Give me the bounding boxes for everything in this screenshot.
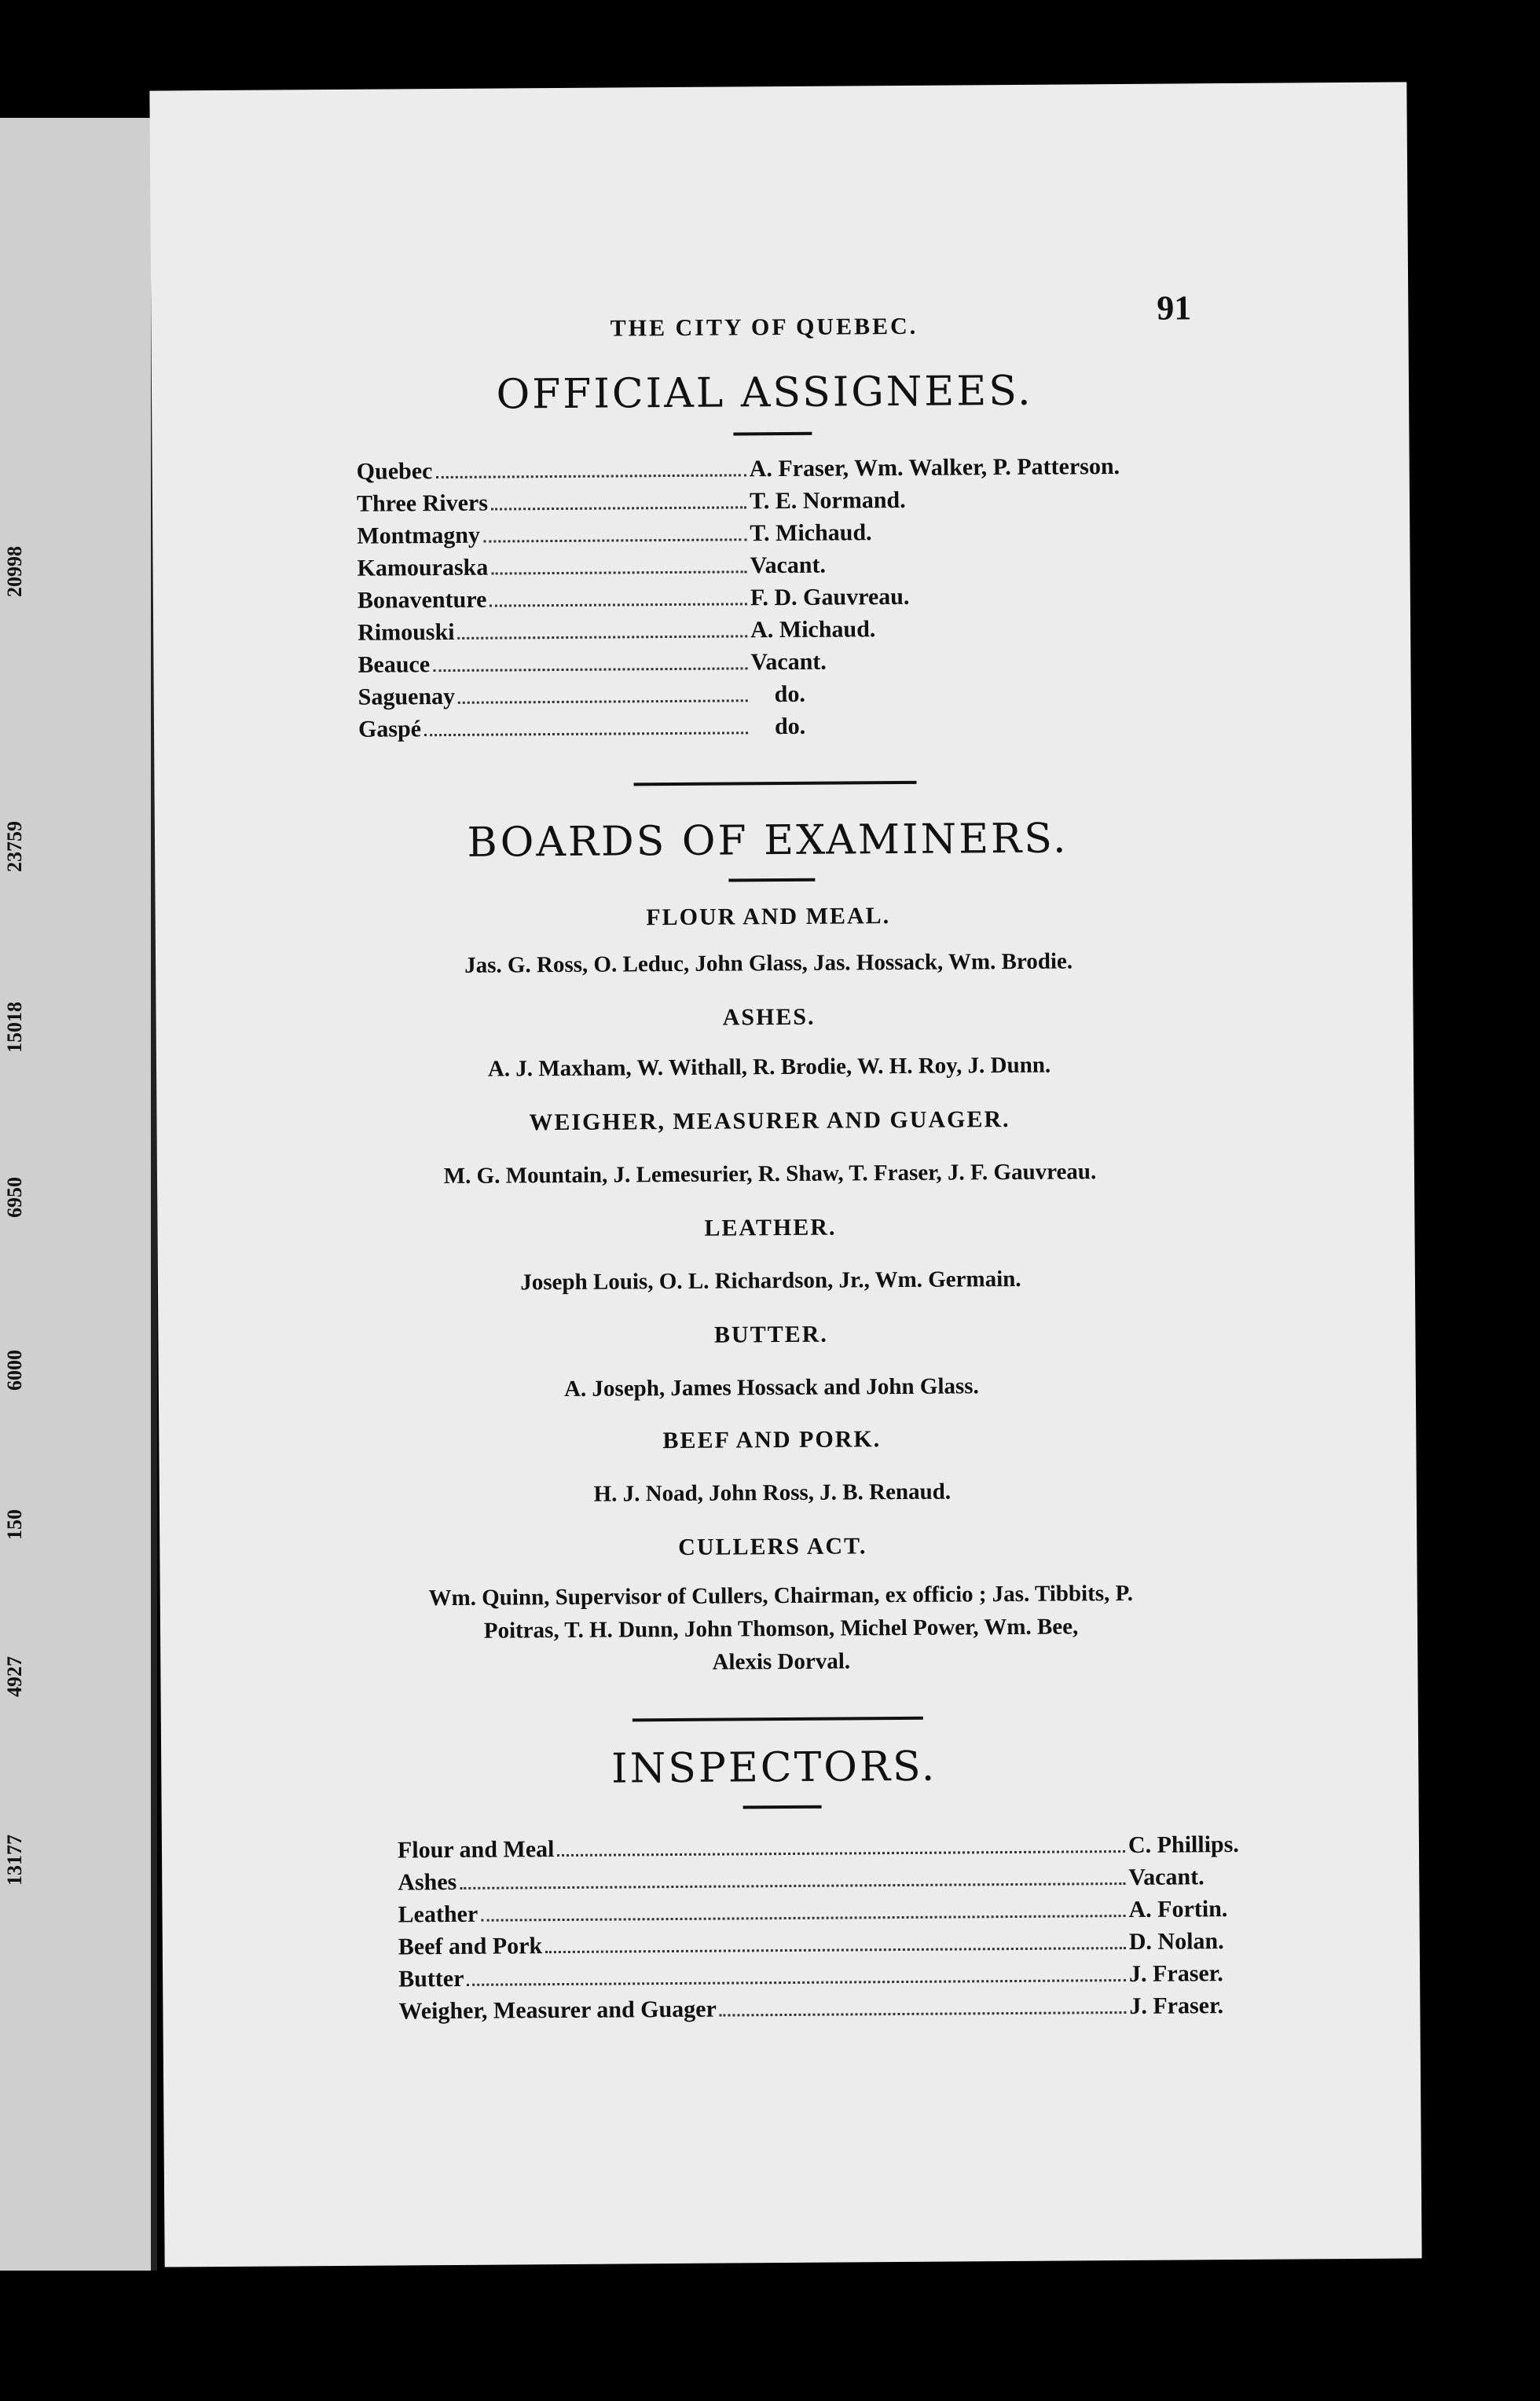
inspector-value: C. Phillips.	[1128, 1831, 1239, 1858]
assignee-value: do.	[774, 680, 806, 708]
board-members-ashes: A. J. Maxham, W. Withall, R. Brodie, W. H. Roy, J. Dunn.	[487, 1052, 1051, 1082]
inspector-value: J. Fraser.	[1129, 1992, 1224, 2019]
district-label: Bonaventure	[357, 586, 487, 614]
title-rule	[743, 1805, 822, 1809]
left-number: 23759	[3, 821, 26, 872]
district-label: Three Rivers	[356, 489, 489, 517]
board-heading-weigher: WEIGHER, MEASURER AND GUAGER.	[529, 1106, 1010, 1136]
leader-dots	[720, 1996, 1127, 2017]
district-label: Montmagny	[357, 522, 481, 549]
inspectors-title: INSPECTORS.	[610, 1743, 937, 1793]
district-label: Rimouski	[358, 618, 455, 646]
leader-dots	[467, 1963, 1126, 1986]
board-heading-beef-pork: BEEF AND PORK.	[662, 1426, 882, 1454]
inspection-label: Beef and Pork	[398, 1933, 543, 1960]
leader-dots	[458, 684, 748, 704]
board-heading-butter: BUTTER.	[713, 1321, 828, 1348]
inspector-value: A. Fortin.	[1128, 1896, 1228, 1923]
inspector-value: J. Fraser.	[1128, 1960, 1223, 1987]
left-number: 20998	[3, 546, 26, 597]
list-item	[358, 710, 1238, 749]
assignee-value: A. Michaud.	[750, 616, 876, 643]
section-divider	[632, 1717, 923, 1722]
left-page-edge	[0, 118, 157, 2271]
cullers-line: Wm. Quinn, Supervisor of Cullers, Chairman, ex officio ; Jas. Tibbits, P.	[428, 1580, 1134, 1611]
leader-dots	[424, 716, 748, 736]
leader-dots	[435, 458, 746, 478]
district-label: Gaspé	[358, 716, 422, 742]
board-members-cullers	[317, 1576, 1245, 1681]
inspectors-list	[398, 1831, 1263, 2031]
boards-of-examiners-title: BOARDS OF EXAMINERS.	[467, 815, 1069, 867]
left-number: 4927	[3, 1656, 26, 1697]
leader-dots	[491, 490, 746, 510]
assignee-value: T. E. Normand.	[749, 486, 906, 515]
inspection-label: Butter	[398, 1965, 464, 1992]
assignee-value: T. Michaud.	[750, 519, 872, 547]
cullers-line: Poitras, T. H. Dunn, John Thomson, Michel Power, Wm. Bee,	[483, 1614, 1079, 1644]
title-rule	[728, 878, 815, 882]
document-page	[149, 82, 1421, 2267]
left-number: 13177	[3, 1835, 26, 1886]
section-divider	[634, 781, 917, 786]
running-head: THE CITY OF QUEBEC.	[610, 313, 918, 342]
board-members-butter: A. Joseph, James Hossack and John Glass.	[563, 1373, 979, 1402]
leader-dots	[460, 1867, 1125, 1890]
leader-dots	[481, 1899, 1126, 1922]
inspection-label: Weigher, Measurer and Guager	[398, 1996, 717, 2025]
leader-dots	[433, 651, 748, 672]
inspection-label: Ashes	[398, 1868, 457, 1896]
official-assignees-title: OFFICIAL ASSIGNEES.	[496, 367, 1033, 419]
inspection-label: Flour and Meal	[397, 1836, 555, 1864]
board-heading-cullers: CULLERS ACT.	[678, 1533, 867, 1560]
leader-dots	[490, 587, 747, 607]
inspector-value: D. Nolan.	[1128, 1928, 1224, 1955]
district-label: Quebec	[356, 458, 433, 485]
assignee-value: Vacant.	[750, 552, 827, 579]
assignee-value: A. Fraser, Wm. Walker, P. Patterson.	[749, 453, 1120, 482]
board-members-flour: Jas. G. Ross, O. Leduc, John Glass, Jas. Hossack, Wm. Brodie.	[464, 948, 1073, 978]
board-members-leather: Joseph Louis, O. L. Richardson, Jr., Wm. Germain.	[520, 1266, 1021, 1296]
left-number: 6950	[3, 1177, 26, 1218]
board-heading-flour: FLOUR AND MEAL.	[646, 903, 891, 931]
leader-dots	[483, 522, 746, 542]
leader-dots	[557, 1835, 1125, 1857]
district-label: Kamouraska	[357, 554, 489, 581]
assignees-list	[357, 453, 1239, 749]
page-number: 91	[1157, 288, 1192, 328]
board-members-beef-pork: H. J. Noad, John Ross, J. B. Renaud.	[593, 1479, 952, 1507]
board-heading-leather: LEATHER.	[704, 1214, 837, 1241]
district-label: Saguenay	[358, 683, 456, 710]
inspector-value: Vacant.	[1128, 1864, 1204, 1890]
leader-dots	[457, 619, 747, 640]
board-members-weigher: M. G. Mountain, J. Lemesurier, R. Shaw, T. Fraser, J. F. Gauvreau.	[443, 1159, 1097, 1190]
assignee-value: Vacant.	[750, 648, 827, 676]
board-heading-ashes: ASHES.	[722, 1003, 816, 1031]
cullers-line: Alexis Dorval.	[712, 1648, 851, 1675]
left-number: 150	[3, 1509, 26, 1540]
inspection-label: Leather	[398, 1901, 478, 1928]
title-rule	[733, 432, 812, 436]
assignee-value: F. D. Gauvreau.	[750, 583, 910, 611]
leader-dots	[491, 555, 746, 574]
list-item	[398, 1992, 1263, 2031]
left-number: 6000	[3, 1350, 26, 1391]
left-number: 15018	[3, 1002, 26, 1053]
leader-dots	[545, 1931, 1126, 1953]
district-label: Beauce	[358, 651, 431, 678]
assignee-value: do.	[774, 713, 806, 740]
